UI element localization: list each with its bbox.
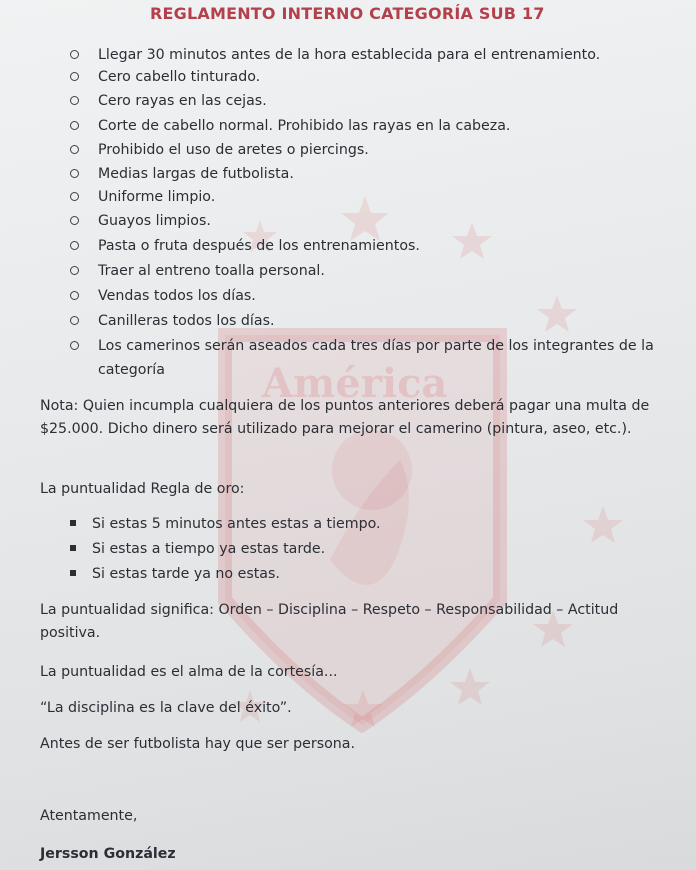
rule-item: Cero cabello tinturado. <box>70 65 670 89</box>
golden-rule-item: Si estas 5 minutos antes estas a tiempo. <box>70 512 630 536</box>
hollow-circle-icon <box>70 50 79 59</box>
hollow-circle-icon <box>70 341 79 350</box>
fine-note: Nota: Quien incumpla cualquiera de los puntos anteriores deberá pagar una multa de $25.000. Dicho dinero será utilizado para mejorar el camerino (pintura, aseo, etc.). <box>40 398 650 437</box>
discipline-quote: “La disciplina es la clave del éxito”. <box>40 700 292 716</box>
rule-item: Los camerinos serán aseados cada tres días por parte de los integrantes de la categoría <box>70 334 660 382</box>
watermark-text: América <box>262 360 448 407</box>
closing: Atentamente, <box>40 808 138 824</box>
hollow-circle-icon <box>70 316 79 325</box>
rule-item: Traer al entreno toalla personal. <box>70 259 670 283</box>
rule-item: Uniforme limpio. <box>70 185 670 209</box>
signature: Jersson González <box>40 846 176 862</box>
hollow-circle-icon <box>70 169 79 178</box>
punctuality-meaning: La puntualidad significa: Orden – Disciplina – Respeto – Responsabilidad – Actitud positiva. <box>40 602 619 641</box>
rule-item: Corte de cabello normal. Prohibido las rayas en la cabeza. <box>70 114 670 138</box>
hollow-circle-icon <box>70 216 79 225</box>
courtesy-line: La puntualidad es el alma de la cortesía... <box>40 664 338 680</box>
rule-item: Medias largas de futbolista. <box>70 162 670 186</box>
rule-item: Canilleras todos los días. <box>70 309 670 333</box>
hollow-circle-icon <box>70 291 79 300</box>
rule-item: Prohibido el uso de aretes o piercings. <box>70 138 670 162</box>
golden-rule-item: Si estas tarde ya no estas. <box>70 562 630 586</box>
rule-item: Vendas todos los días. <box>70 284 670 308</box>
hollow-circle-icon <box>70 266 79 275</box>
golden-rule-item: Si estas a tiempo ya estas tarde. <box>70 537 630 561</box>
square-bullet-icon <box>70 545 76 551</box>
rule-item: Pasta o fruta después de los entrenamientos. <box>70 234 670 258</box>
rule-item: Guayos limpios. <box>70 209 670 233</box>
hollow-circle-icon <box>70 241 79 250</box>
rule-item: Cero rayas en las cejas. <box>70 89 670 113</box>
hollow-circle-icon <box>70 145 79 154</box>
hollow-circle-icon <box>70 72 79 81</box>
document-title: REGLAMENTO INTERNO CATEGORÍA SUB 17 <box>150 4 545 23</box>
punctuality-heading: La puntualidad Regla de oro: <box>40 481 245 497</box>
hollow-circle-icon <box>70 192 79 201</box>
hollow-circle-icon <box>70 96 79 105</box>
person-line: Antes de ser futbolista hay que ser persona. <box>40 736 355 752</box>
square-bullet-icon <box>70 570 76 576</box>
hollow-circle-icon <box>70 121 79 130</box>
rule-item: Llegar 30 minutos antes de la hora establecida para el entrenamiento. <box>70 43 670 67</box>
square-bullet-icon <box>70 520 76 526</box>
